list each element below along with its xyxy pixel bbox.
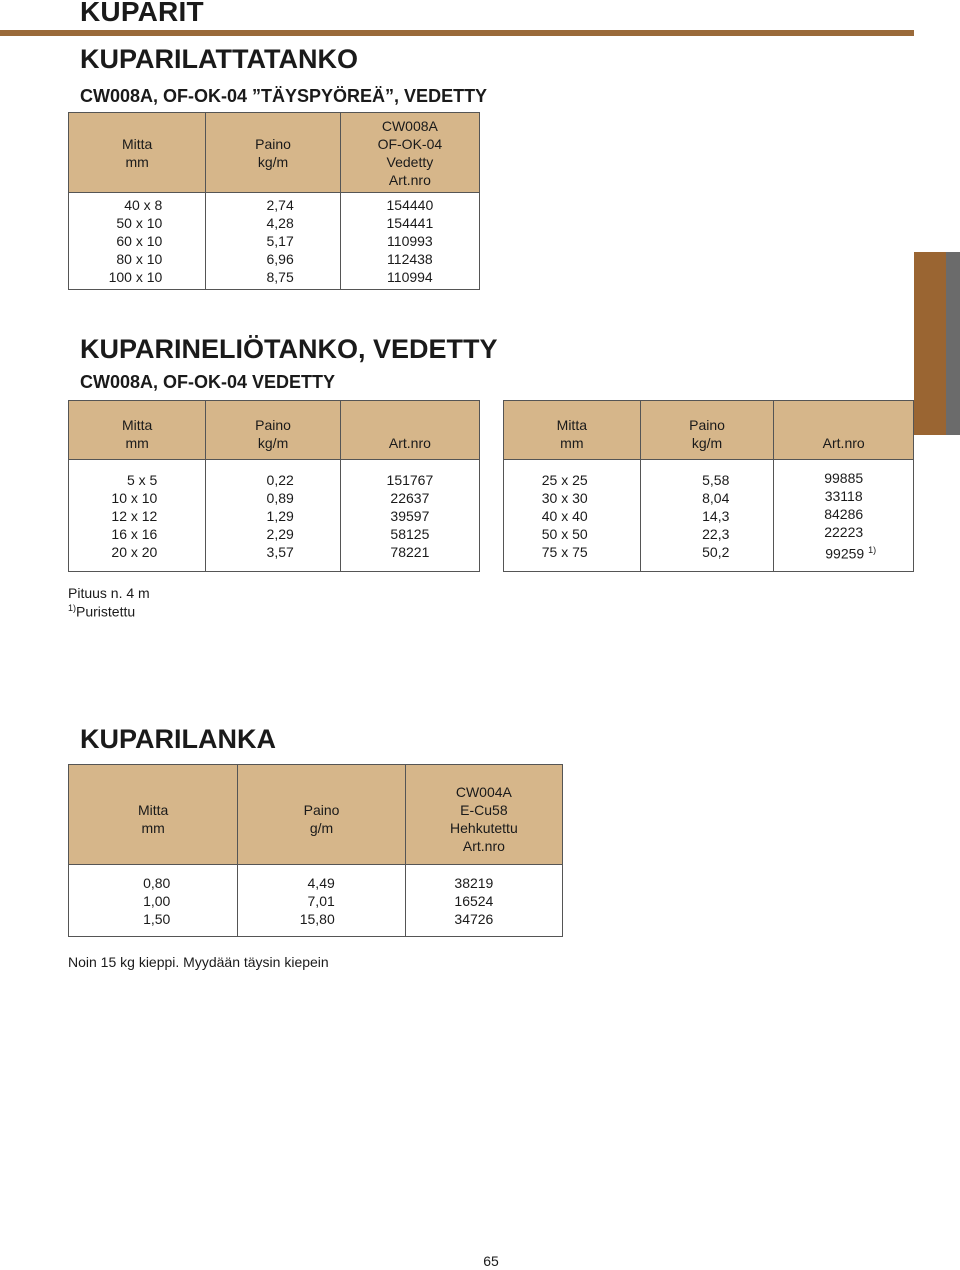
section2-table-left [68, 400, 480, 572]
section1-title: KUPARILATTATANKO [80, 44, 358, 74]
table-cell: 1,00 [143, 892, 171, 909]
table-body-row [69, 193, 480, 290]
table-cell: 5,58 [702, 471, 730, 488]
table-header-row [504, 401, 914, 460]
table-cell: 151767 [386, 471, 434, 488]
table-cell: 110994 [387, 269, 433, 285]
table-cell: 2,74 [266, 197, 294, 213]
table-cell: 0,80 [143, 874, 171, 891]
note-pressed: $^{1)}$Puristettu [68, 603, 136, 620]
note-coil: Noin 15 kg kieppi. Myydään täysin kiepein [68, 954, 329, 970]
header-artnro: CW004A E-Cu58 Hehkutettu Art.nro [405, 765, 562, 865]
table-cell: 38219 [454, 874, 494, 891]
table-cell: 22223 [824, 523, 864, 540]
col-paino [206, 460, 340, 572]
header-mitta: Mitta mm [69, 113, 206, 193]
table-cell: 34726 [454, 910, 494, 927]
table-cell: 50 x 10 [116, 215, 163, 231]
table-cell: 99259 $^{1)}$ [825, 544, 877, 562]
table-cell: 1,50 [143, 910, 171, 927]
section1-table [68, 112, 480, 290]
header-rule [0, 30, 914, 36]
table-cell: 20 x 20 [111, 543, 158, 560]
col-paino [238, 865, 405, 937]
table-cell: 8,75 [266, 269, 294, 285]
table-cell: 33118 [824, 487, 863, 504]
table-cell: 40 x 8 [124, 197, 163, 213]
header-artnro: Art.nro [340, 401, 479, 460]
footnote-mark: 1) [868, 544, 877, 555]
section2-table-right [503, 400, 914, 572]
table-cell: 1,29 [266, 507, 294, 524]
note-length: Pituus n. 4 m [68, 585, 150, 601]
table-cell: 10 x 10 [111, 489, 158, 506]
section3-table [68, 764, 563, 937]
header-paino: Paino kg/m [206, 113, 340, 193]
table-header-row [69, 765, 563, 865]
table-cell: 4,49 [307, 874, 335, 891]
table-cell: 3,57 [266, 543, 294, 560]
col-artnro [774, 460, 914, 572]
table-header-row [69, 113, 480, 193]
section1-subtitle: CW008A, OF-OK-04 ”TÄYSPYÖREÄ”, VEDETTY [80, 86, 488, 106]
table-cell: 22,3 [702, 525, 730, 542]
header-mitta: Mitta mm [504, 401, 641, 460]
table-cell: 16 x 16 [111, 525, 158, 542]
table-cell: 16524 [454, 892, 494, 909]
col-mitta [69, 865, 238, 937]
page-number: 65 [483, 1253, 499, 1269]
table-cell: 75 x 75 [541, 543, 588, 560]
header-paino: Paino kg/m [206, 401, 340, 460]
col-mitta [69, 193, 206, 290]
table-cell: 5,17 [266, 233, 294, 249]
table-cell: 110993 [387, 233, 433, 249]
table-cell: 15,80 [299, 910, 335, 927]
header-artnro: CW008A OF-OK-04 Vedetty Art.nro [340, 113, 479, 193]
table-cell: 30 x 30 [541, 489, 588, 506]
header-paino: Paino kg/m [640, 401, 774, 460]
table-cell: 0,89 [266, 489, 294, 506]
table-cell: 4,28 [266, 215, 294, 231]
col-artnro [340, 460, 479, 572]
table-cell: 58125 [390, 525, 430, 542]
table-cell: 40 x 40 [541, 507, 588, 524]
table-cell: 154440 [386, 197, 434, 213]
table-body-row [504, 460, 914, 572]
side-tab-gray [946, 252, 960, 435]
table-body-row [69, 460, 480, 572]
section3-title: KUPARILANKA [80, 724, 276, 754]
table-cell: 100 x 10 [108, 269, 163, 285]
table-cell: 154441 [386, 215, 434, 231]
table-cell: 84286 [824, 505, 864, 522]
header-mitta: Mitta mm [69, 765, 238, 865]
table-cell: 50,2 [702, 543, 730, 560]
table-cell: 99885 [824, 469, 864, 486]
table-cell: 5 x 5 [126, 471, 158, 488]
col-paino [640, 460, 774, 572]
table-cell: 0,22 [266, 471, 294, 488]
table-cell: 50 x 50 [541, 525, 588, 542]
table-cell: 14,3 [702, 507, 730, 524]
section2-title: KUPARINELIÖTANKO, VEDETTY [80, 334, 498, 364]
table-cell: 12 x 12 [111, 507, 158, 524]
table-cell: 112438 [387, 251, 433, 267]
table-cell: 2,29 [266, 525, 294, 542]
header-artnro: Art.nro [774, 401, 914, 460]
col-mitta [504, 460, 641, 572]
table-header-row [69, 401, 480, 460]
table-cell: 22637 [390, 489, 430, 506]
table-cell: 60 x 10 [116, 233, 163, 249]
col-paino [206, 193, 340, 290]
table-cell: 8,04 [702, 489, 730, 506]
section2-subtitle: CW008A, OF-OK-04 VEDETTY [80, 372, 336, 392]
header-paino: Paino g/m [238, 765, 405, 865]
col-artnro [340, 193, 479, 290]
table-cell: 25 x 25 [541, 471, 588, 488]
page-header-title: KUPARIT [80, 0, 204, 27]
table-cell: 6,96 [266, 251, 294, 267]
col-mitta [69, 460, 206, 572]
table-cell: 7,01 [307, 892, 335, 909]
header-mitta: Mitta mm [69, 401, 206, 460]
footnote-mark: 1) [68, 603, 77, 613]
side-tab-brown [914, 252, 946, 435]
col-artnro [405, 865, 562, 937]
table-body-row [69, 865, 563, 937]
table-cell: 78221 [390, 543, 430, 560]
table-cell: 39597 [390, 507, 430, 524]
table-cell: 80 x 10 [116, 251, 163, 267]
